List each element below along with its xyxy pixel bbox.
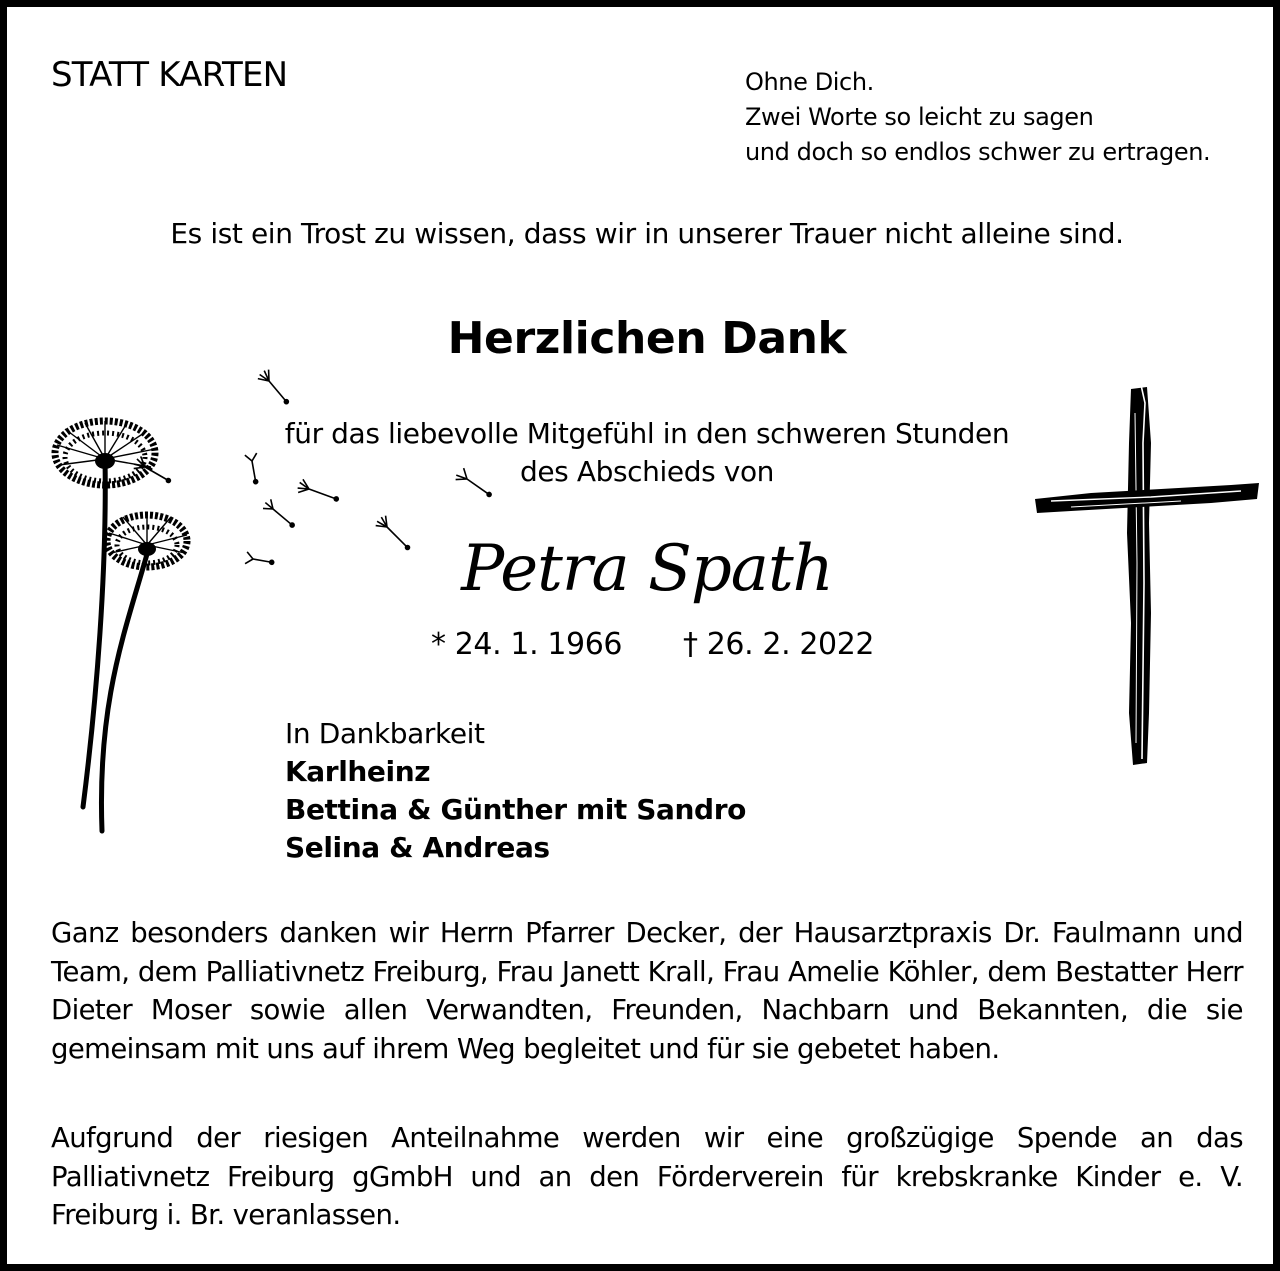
donation-paragraph: Aufgrund der riesigen Anteilnahme werden wir eine großzügige Spende an das Palliativnetz Freiburg gGmbH und an den Förderverein für krebskranke Kinder e. V. Freiburg i. Br. veranlassen. <box>51 1122 1243 1231</box>
mitgefuehl-line: des Abschieds von <box>519 455 775 488</box>
dandelion-icon <box>47 367 507 837</box>
family-member: Selina & Andreas <box>285 831 550 864</box>
mitgefuehl-line: für das liebevolle Mitgefühl in den schweren Stunden <box>284 417 1010 450</box>
poem-line: Zwei Worte so leicht zu sagen <box>745 103 1094 131</box>
deceased-name: Petra Spath <box>461 532 833 606</box>
family-intro: In Dankbarkeit <box>285 717 485 750</box>
death-date: † 26. 2. 2022 <box>683 627 875 662</box>
family-member: Bettina & Günther mit Sandro <box>285 793 746 826</box>
poem-line: Ohne Dich. <box>745 68 874 96</box>
trost-sentence: Es ist ein Trost zu wissen, dass wir in unserer Trauer nicht alleine sind. <box>170 217 1124 250</box>
statt-karten-label: STATT KARTEN <box>51 55 288 95</box>
family-member: Karlheinz <box>285 755 431 788</box>
poem <box>745 65 1210 170</box>
page-title: Herzlichen Dank <box>447 313 847 364</box>
poem-line: und doch so endlos schwer zu ertragen. <box>745 138 1211 166</box>
cross-icon <box>1031 383 1263 767</box>
thanks-paragraph: Ganz besonders danken wir Herrn Pfarrer Decker, der Hausarztpraxis Dr. Faulmann und Team, dem Palliativnetz Freiburg, Frau Janett Krall, Frau Amelie Köhler, dem Bestatter Herr Dieter Moser sowie allen Verwandten, Freunden, Nachbarn und Bekannten, die sie gemeinsam mit uns auf ihrem Weg begleitet und für sie gebetet haben. <box>51 917 1243 1065</box>
birth-date: * 24. 1. 1966 <box>431 627 623 662</box>
